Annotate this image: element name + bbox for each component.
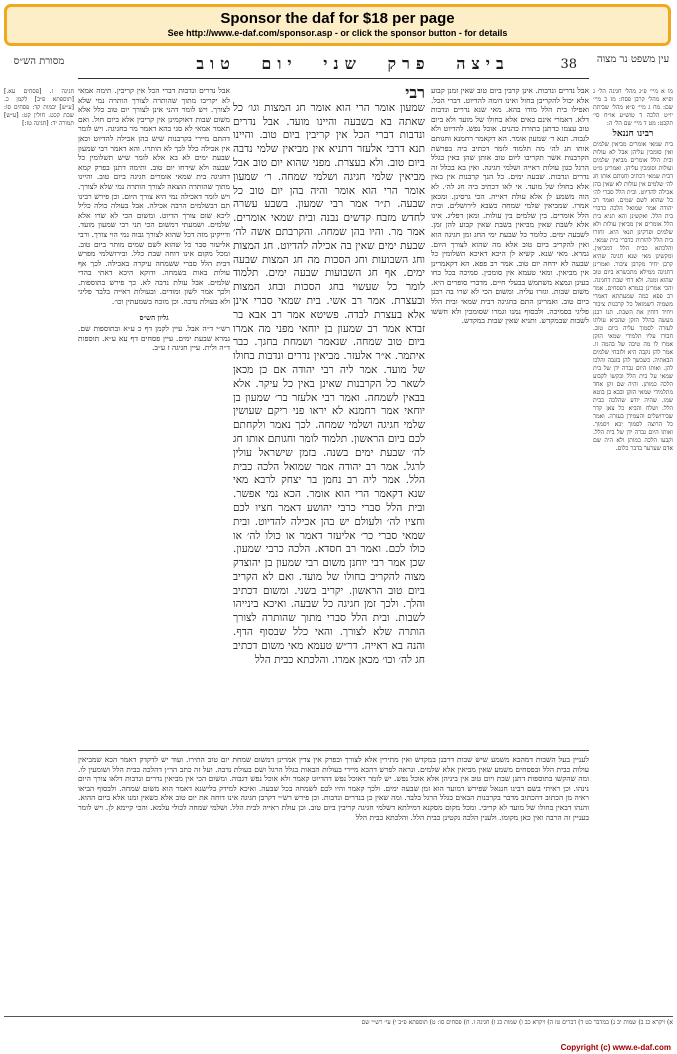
sponsor-banner[interactable] bbox=[4, 4, 671, 46]
ein-mishpat-label: עין משפט נר מצוה bbox=[596, 54, 670, 65]
right-margin-column bbox=[593, 88, 673, 453]
header-rule bbox=[78, 78, 589, 79]
page-number: 38 bbox=[560, 57, 577, 72]
rabbeinu-chananel-heading: רבינו חננאל bbox=[612, 129, 654, 139]
talmud-page bbox=[4, 50, 673, 1040]
copyright-notice[interactable]: Copyright (c) www.e-daf.com bbox=[560, 1043, 671, 1052]
gilyon-hashas-text: רש״י ד״ה אבל. עיין לקמן דף כ ע״א ובתוספות שם. גמרא שבעת ימים. עיין פסחים דף עא ע״א. תוספות ד״ה ולית. עיין חגיגה ז ע״ב. bbox=[78, 324, 230, 353]
gemara-closing: והלכתא כבית הלל bbox=[254, 653, 329, 666]
page-header bbox=[4, 50, 673, 84]
rabbeinu-chananel-text: בית שמאי אומרים מביאין שלמים ואין סומכין עליהן אבל לא עולות ובית הלל אומרים מביאין שלמים ועולות וסומכין עליהן. ואמרינן מ״ט דבית שמאי דכתיב וחגותם אותו חג לה׳ שלמים אין עולות לא שאין בהן אכילה להדיוט. ובית הלל סברי לה׳ כל שהוא לשם שמים. ואמר רב יהודה אמר שמואל הלכה כדברי בית הלל. ואקשינן והא תניא בית הלל אומרים אין מביאין עולות ולא שלמים ופרקינן תנאי היא. וחזרו בית הלל להורות כדברי בית שמאי. והלכתא כבית הלל דמביאין. ומקשינן מאי שנא חגיגה שהיא קרבן יחיד מקרבן ציבור. ואמרינן דחגיגה ממילא מתכשרא ביום טוב שהוא זמנה. ולא דחי שבת דחגיגה. והכי אמרינן בגמרא דפסחים. אמר רב פפא כמה שמעתתא דאמרי משמיה דשמואל כל קרבנות ציבור ויחיד דוחין את השבת. תנו רבנן מעשה בהלל הזקן שהביא עולתו לעזרה לסמוך עליה ביום טוב. חבורו עליו תלמידי שמאי הזקן אמרו לו מה טיבה של בהמה זו. אמר להן נקבה היא ולזבחי שלמים הבאתיה. כשכשך להן בזנבה והלכו להן. ואותו היום גברה ידן של בית שמאי על בית הלל ובקשו לקבוע הלכה כמותן. והיה שם זקן אחד מתלמידי שמאי הזקן ובבא בן בוטא שמו. שהיה יודע שהלכה כבית הלל. ושלח והביא כל צאן קדר שבירושלים והעמידן בעזרה. ואמר כל הרוצה לסמוך יבא ויסמוך. ואותו היום גברה ידן של בית הלל. וקבעו הלכה כמותן ולא היה שם אדם שערער בדבר כלום. bbox=[593, 141, 673, 452]
tosafot-text: אבל נדרים ונדבות דברי הכל אין קריבין. תימה אמאי לא יקריבו מתוך שהותרה לצורך הותרה נמי שלא לצורך. ויש לומר דהני אינן לצורך יום טוב כלל אלא משום שבות דאוקמינן אין קריבין אלא ביום חול. ואם תאמר אמאי לא סגי בהא דאמר מר בחגיגה. ויש לומר דהתם מיירי בקרבנות שיש בהן אכילה להדיוט וכאן אין אכילה כלל לכך לא הותרו. והא דאמר רבי שמעון שבעת ימים לא בא אלא לומר שיש תשלומין כל שבעה ולא שידחו יום טוב. ותימה דתנן בפרק קמא דחגיגה בית שמאי אומרים חגיגה ביום טוב. והיינו מתוך שהותרה הוצאה לצורך הותרה נמי שלא לצורך. ויש לומר דאכילה נמי היא צורך היום. וכן פירש רבינו תם דבשלמים הרבה אכילה. אבל בעולה כולה כליל ליכא שום צורך הדיוט. ומשום הכי לא שרו אלא שלמים. ושמעתי דמשום הכי תני רבי שמעון מועד. ודייקינן מזה דכל שהוא לצורך גבוה נמי הוי צורך. ורבי אליעזר סבר כל שהוא לשם שמים מותר ביום טוב. ומכל מקום אינו דוחה שבת כלל. ובירושלמי מפרש דבית הלל סברי ששמחה עיקרה באכילה. לכך אף עולות באות בשמחה. ודוקא היכא דאתי בהדי שלמים. אבל עולת נדבה לא. כך פירש בתוספות. ולכך אמר לשון ומודים. ובעולות ראייה בלבד פליגי ולא בעולת נדבה. וכן מוכח בשמעתין וכו׳. bbox=[78, 86, 230, 307]
mesoret-hashas-label: מסורת הש״ס bbox=[13, 56, 65, 67]
gilyon-hashas-heading: גליון הש״ס bbox=[139, 312, 169, 322]
commentary-bottom-closing: והלכתא כבית הלל bbox=[355, 812, 409, 822]
sponsor-title[interactable]: Sponsor the daf for $18 per page bbox=[220, 10, 455, 27]
commentary-bottom-band bbox=[78, 750, 589, 1015]
commentary-bottom-text: לעניין בעל השבות דמהכא משמע שיש שבות דרבנן במקדש ואין מתירין אלא לצורך ובפרק אין צדין אמרינן דמשום שמחת יום טוב התירו. ועוד יש לדקדק דאמר הכא שמביאין עולות כבית הלל ובפסחים משמע שאין מביאין אלא שלמים. ונראה לפרש דהכא מיירי בעולות הבאות בגלל הרגל ושם בעולת נדבה. ועל זה כתב הר״ן דהלכה כבית הלל ושומעין לו. ומה שהקשו בתוספות דתנן שבת ויום טוב אין ביניהן אלא אוכל נפש. יש לומר דאוכל נפש דהדיוט קאמר ולא אוכל נפש דגבוה. ומשום הכי אין מביאין נדרים ונדבות דלאו צורך היום נינהו. וכן ראיתי בשם רבינו חננאל שפירש דמועד הוא זמן שבעה ימים. ולכך קאמר והיו לכם לשמחה בכל שבעה. ואיכא למידק בלישנא דאמר הוא משום שמחה. ולבסוף הביאו ראיה מן הכתוב דהכתוב מדבר בקרבנות הבאים בגלל הרגל בלבד. ומה שאין כן בנדרים ונדבות. וכן פירש רש״י דקרבן חגיגה אינו דוחה את יום טוב אלא כשאין זמנו אלא ביום ההוא. והנהו דבאין בחולו של מועד לא קריבי. ומכל מקום מסקנא דמילתא דשלמי חגיגה קריבין ביום טוב. וכן עולת ראייה לבית הלל. ושלמי שמחה לכולי עלמא. והכי קיימא לן. ויש לומר בעניין זה הרבה ואין כאן מקומו. ולענין הלכה נקטינן כבית הלל. bbox=[78, 755, 589, 822]
ein-mishpat-text: מו א מיי׳ פ״ג מהל׳ חגיגה הל׳ ג ופ״א מהל׳ קרבן פסח: מז ב מיי׳ שם: מח ג מיי׳ פ״א מהל׳ שביתת יו״ט הלכה ד טוש״ע או״ח סי׳ תקכט: מט ד מיי׳ שם הל׳ ה: bbox=[593, 88, 673, 127]
mesoret-hashas-text: חגיגה ז. [פסחים עא.] [תוספתא פ״ב] לקמן כ. [ע״ש] יבמות קד: פסחים סו: שבת קכט. חולין קט: [ע״ש] תמורה יד: [חגיגה טז:] bbox=[4, 88, 74, 127]
gemara-column bbox=[233, 86, 425, 776]
footnotes: א) ויקרא כג ב) שמות יב ג) במדבר כט ד) דברים טז ה) ויקרא כב ו) שמות כג ז) חגיגה ז. ח) פסחים סו: ט) תוספתא פ״ב י) עי׳ רש״י שם bbox=[4, 1016, 673, 1041]
gemara-text: שמעון אומר הרי הוא אומר חג המצות וגו׳ כל שאתה בא בשבעה והיינו מועד. אבל נדרים ונדבות דברי הכל אין קריבין ביום טוב. והיינו תנא דרבי אלעזר דתניא אין מביאין שלמי נדבה ביום טוב. ולא בעצרת. מפני שהוא יום טוב אבל מביאין שלמי חגיגה ושלמי שמחה. ר׳ שמעון אומר הרי הוא אומר והיה בהן יום טוב כל שבעה. ת״ר אמר רבי שמעון. בשבע עשרה לחדש מזבח קדשים נבנה ובית שמאי אומרים. אמר מר. והיו בהן שמחה. והקרבתם אשה לה׳ שבעת ימים שאין בה אכילה להדיוט. חג המצות וחג השבועות וחג הסכות מה חג המצות שבעה ימים. אף חג השבועות שבעה ימים. תלמוד לומר כל שעשוי בחג הסכות ובחג המצות ובעצרת. אמר רב אשי. בית שמאי סברי אינן אלא בעצרת לבדה. פשיטא אמר רב אבא בר זבדא אמר רב שמעון בן יוחאי מפני מה אמרו ביום טוב שמחה. שנאמר ושמחת בחגך. כבר איתמר. א״ר אלעזר. מביאין נדרים ונדבות בחולו של מועד. אמר ליה רבי יהודה אם כן מכאן לשאר כל הקרבנות שאינן באין כל עיקר. אלא בבאין לשמחה. ואמר רבי אלעזר בר׳ שמעון בן יוחאי אמר רחמנא לא יראו פני ריקם שעושין שלמי חגיגה ושלמי שמחה. לכך נאמר ולקחתם לכם ביום הראשון. תלמוד לומר וחגותם אותו חג לה׳ שבעת ימים בשנה. בזמן שישראל עולין לרגל. אמר רב יהודה אמר שמואל הלכה כבית הלל. אמר ליה רב נחמן בר יצחק לרבא מאי שנא דקאמר הרי הוא אומר. הכא נמי אפשר. ובית הלל סברי כרבי יהושע דאמר חציו לכם וחציו לה׳ ולעולם יש בהן אכילה להדיוט. ובית שמאי סברי כר׳ אליעזר דאמר או כולו לה׳ או כולו לכם. ואמר רב חסדא. הלכה כרבי שמעון. שכן אמר רבי יוחנן משום רבי שמעון בן יהוצדק מצוה להקריב בחולו של מועד. ואם לא הקריב ביום טוב הראשון. יקריב בשני. ומשום דכתיב והלך. ולכך זמן חגיגה כל שבעה. ואיכא בינייהו לשבות. ובית הלל סברי מתוך שהותרה לצורך הותרה שלא לצורך. והאי כלל שבסוף הדף. והנה בא ראייה. דר״ש טעמא מאי משום דכתיב חג לה׳ וכו׳ מכאן אמרו. bbox=[233, 101, 425, 666]
left-margin-column bbox=[4, 88, 74, 128]
running-title: ביצה פרק שני יום טוב bbox=[196, 54, 510, 73]
sponsor-subtitle: See http://www.e-daf.com/sponsor.asp - or click the sponsor button - for details bbox=[167, 28, 508, 38]
gemara-opening-word: רבי bbox=[405, 86, 425, 102]
rashi-text: אבל נדרים ונדבות. אינן קרבין ביום טוב שאין זמנן קבוע אלא יכול להקריבן בחול ואינו דומה להדיוט. דברי הכל. ואפילו בית הלל מודו בהא. מאי שנא נדרים ונדבות דלא. דאמרי אינם באים אלא בחולו של מועד ולא ביום טוב עצמו כדתנן בתורת כהנים. אוכל נפש. להדיוט ולא לגבוה. תנא ר׳ שמעון אומר. הא דקאמר רחמנא וחגותם אותו חג לה׳ מה תלמוד לומר דכתיב ביה בפרשת הקרבנות אשר תקריבו ליום טוב אותן שהן באין בגלל הרגל כגון עולות ראייה ושלמי חגיגה. ואין בא בכלל זה נדרים ונדבות. שבעה ימים. כל הנך קרבנות אין באין אלא בחולו של מועד. אי לאו דכתיב ביה חג לה׳. לא הוה משמע לן אלא עולת ראייה. הכי גרסינן. ומכאן אמרו. שמביאין שלמי שמחה כשבא לירושלים. ובית הלל אומרים. בין שלמים בין עולות. ומאן דפליג. אינו אלא לשבת שאין מביאין בשבת שאין קבוע להן זמן. לשבעה ימים. כלומר כל שבעת ימי החג זמן חגיגה הוא ואין להקריב ביום טוב אלא מה שהוא לצורך היום. גמרא. מאי שנא. קשיא לן היכא דאיכא תשלומין כל שבעה לא ידחה יום טוב. אמר רב פפא. הא דקאמרינן אין מביאין. ומאי טעמא אין סומכין. סמיכה בכל כחו בעינן ונמצא משתמש בבעלי חיים. מדברי סופרים היא. משום שבות. וגזרו עליה. ומשום הכי לא שרו בה רבנן ביום טוב. ואמרינן התם בחגיגה דבית שמאי ובית הלל פליגי בסמיכה. ולבסוף נמנו וגמרו שסומכין ולא חששו לשבות שבמקדש. ותניא שאין שבות במקדש. bbox=[431, 86, 589, 326]
